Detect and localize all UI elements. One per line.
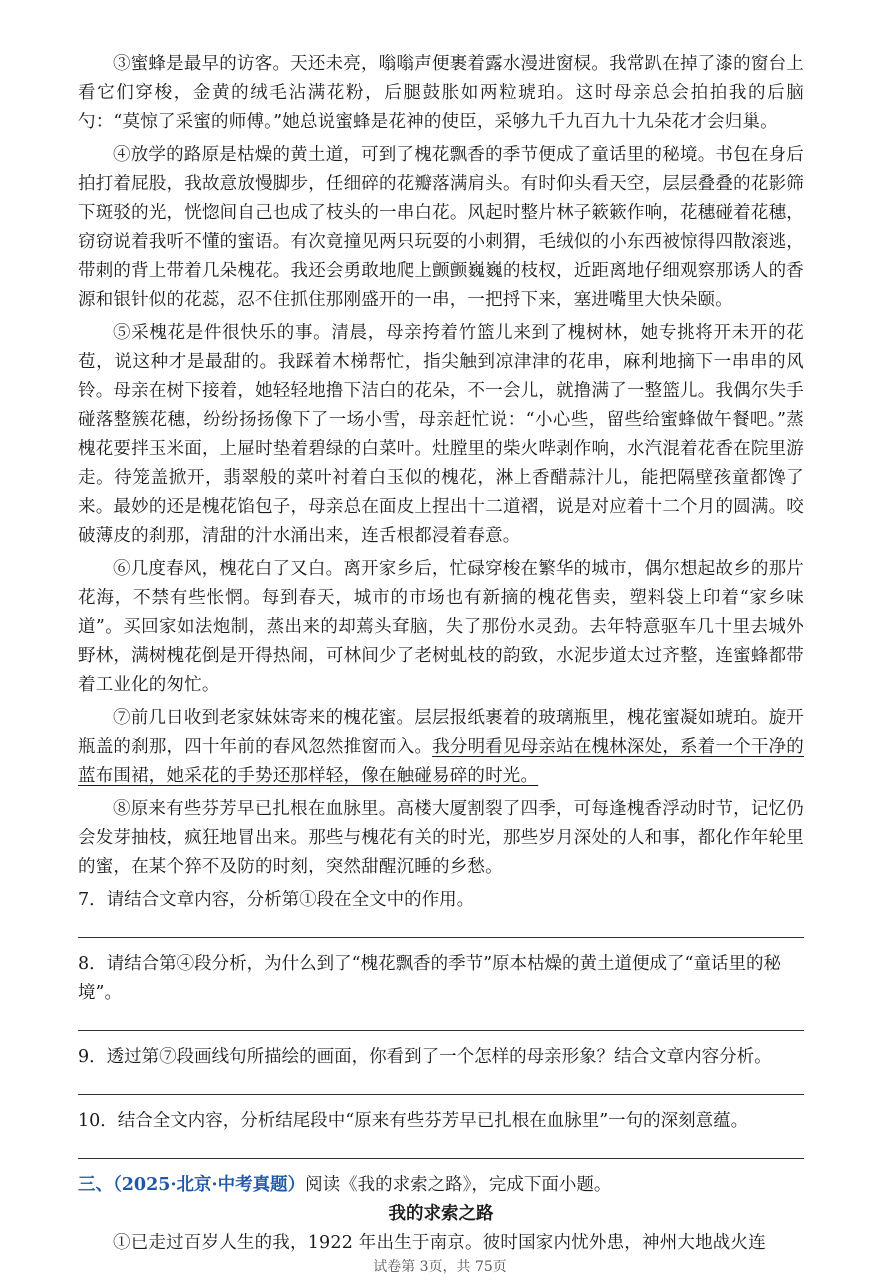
- paragraph-8: ⑧原来有些芬芳早已扎根在血脉里。高楼大厦割裂了四季，可每逢槐香浮动时节，记忆仍会发芽抽枝，疯狂地冒出来。那些与槐花有关的时光，那些岁月深处的人和事，都化作年轮里的蜜，在某个猝不及防的时刻，突然甜醒沉睡的乡愁。: [78, 799, 804, 877]
- page-footer: 试卷第 3页，共 75页: [373, 1259, 507, 1275]
- paragraph-7: [78, 704, 804, 791]
- question-7: 7．请结合文章内容，分析第①段在全文中的作用。: [78, 890, 475, 910]
- question-8: 8．请结合第④段分析，为什么到了“槐花飘香的季节”原本枯燥的黄土道便成了“童话里的秘境”。: [78, 954, 781, 1003]
- section-instruction: 阅读《我的求索之路》，完成下面小题。: [305, 1175, 612, 1195]
- underlined-sentence: 我分明看见母亲站在槐林深处，系着一个干净的蓝布围裙，她采花的手势还那样轻，像在触碰易碎的时光。: [78, 737, 805, 786]
- answer-line-9[interactable]: [78, 1072, 804, 1095]
- question-9: 9．透过第⑦段画线句所描绘的画面，你看到了一个怎样的母亲形象？结合文章内容分析。: [78, 1047, 772, 1067]
- question-10: 10．结合全文内容，分析结尾段中“原来有些芬芳早已扎根在血脉里”一句的深刻意蕴。: [78, 1111, 749, 1131]
- section-label: 三、（2025·北京·中考真题）: [78, 1175, 306, 1195]
- paragraph-3: ③蜜蜂是最早的访客。天还未亮，嗡嗡声便裹着露水漫进窗棂。我常趴在掉了漆的窗台上看它们穿梭，金黄的绒毛沾满花粉，后腿鼓胀如两粒琥珀。这时母亲总会拍拍我的后脑勺：“莫惊了采蜜的师傅。”她总说蜜蜂是花神的使臣，采够九千九百九十九朵花才会归巢。: [78, 54, 804, 132]
- article-title: 我的求索之路: [388, 1204, 494, 1224]
- paragraph-7-text: ⑦前几日收到老家妹妹寄来的槐花蜜。层层报纸裹着的玻璃瓶里，槐花蜜凝如琥珀。旋开瓶盖的刹那，四十年前的春风忽然推窗而入。: [78, 708, 804, 757]
- answer-line-8[interactable]: [78, 1008, 804, 1031]
- paragraph-4: ④放学的路原是枯燥的黄土道，可到了槐花飘香的季节便成了童话里的秘境。书包在身后拍打着屁股，我故意放慢脚步，任细碎的花瓣落满肩头。有时仰头看天空，层层叠叠的花影筛下斑驳的光，恍惚间自己也成了枝头的一串白花。风起时整片林子簌簌作响，花穗碰着花穗，窃窃说着我听不懂的蜜语。有次竟撞见两只玩耍的小刺猬，毛绒似的小东西被惊得四散滚逃，带刺的背上带着几朵槐花。我还会勇敢地爬上颤颤巍巍的枝杈，近距离地仔细观察那诱人的香源和银针似的花蕊，忍不住抓住那刚盛开的一串，一把捋下来，塞进嘴里大快朵颐。: [78, 145, 804, 310]
- paragraph-5: ⑤采槐花是件很快乐的事。清晨，母亲挎着竹篮儿来到了槐树林，她专挑将开未开的花苞，说这种才是最甜的。我踩着木梯帮忙，指尖触到凉津津的花串，麻利地摘下一串串的风铃。母亲在树下接着，她轻轻地撸下洁白的花朵，不一会儿，就撸满了一整篮儿。我偶尔失手碰落整簇花穗，纷纷扬扬像下了一场小雪，母亲赶忙说：“小心些，留些给蜜蜂做午餐吧。”蒸槐花要拌玉米面，上屉时垫着碧绿的白菜叶。灶膛里的柴火哔剥作响，水汽混着花香在院里游走。待笼盖掀开，翡翠般的菜叶衬着白玉似的槐花，淋上香醋蒜汁儿，能把隔壁孩童都馋了来。最妙的还是槐花馅包子，母亲总在面皮上捏出十二道褶，说是对应着十二个月的圆满。咬破薄皮的刹那，清甜的汁水涌出来，连舌根都浸着春意。: [78, 323, 804, 546]
- section-heading: [78, 1171, 804, 1200]
- answer-line-10[interactable]: [78, 1136, 804, 1159]
- article-paragraph-1: ①已走过百岁人生的我，1922 年出生于南京。彼时国家内忧外患，神州大地战火连: [113, 1233, 766, 1253]
- paragraph-6: ⑥几度春风，槐花白了又白。离开家乡后，忙碌穿梭在繁华的城市，偶尔想起故乡的那片花海，不禁有些怅惘。每到春天，城市的市场也有新摘的槐花售卖，塑料袋上印着“家乡味道”。买回家如法炮制，蒸出来的却蔫头耷脑，失了那份水灵劲。去年特意驱车几十里去城外野林，满树槐花倒是开得热闹，可林间少了老树虬枝的韵致，水泥步道太过齐整，连蜜蜂都带着工业化的匆忙。: [78, 559, 804, 695]
- answer-line-7[interactable]: [78, 915, 804, 938]
